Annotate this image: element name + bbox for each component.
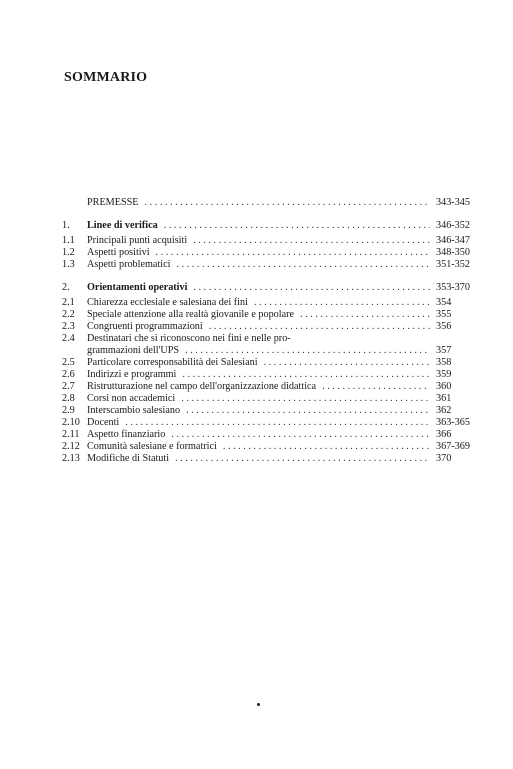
dot-leader <box>209 321 430 333</box>
toc-title: Destinatari che si riconoscono nei fini e nelle pro- <box>87 333 291 344</box>
toc-entry <box>62 259 474 271</box>
page-title: SOMMARIO <box>64 70 148 85</box>
toc-title: Speciale attenzione alla realtà giovanile e popolare <box>87 309 295 320</box>
toc-number: 2.11 <box>62 429 80 440</box>
toc-title: Chiarezza ecclesiale e salesiana dei fini <box>87 297 248 308</box>
toc-title: Corsi non accademici <box>87 393 176 404</box>
dot-leader <box>145 197 430 209</box>
dot-leader <box>322 381 430 393</box>
toc-number: 2. <box>62 282 70 293</box>
toc-title: Interscambio salesiano <box>87 405 181 416</box>
toc-page: 348-350 <box>436 247 470 258</box>
toc-number: 2.7 <box>62 381 75 392</box>
toc-entry <box>62 441 474 453</box>
toc-title: Comunità salesiane e formatrici <box>87 441 217 452</box>
dot-leader <box>176 259 430 271</box>
toc-entry <box>62 309 474 321</box>
toc-page: 346-347 <box>436 235 470 246</box>
toc-number: 2.12 <box>62 441 80 452</box>
toc-title: Aspetti problematici <box>87 259 171 270</box>
toc-number: 2.1 <box>62 297 75 308</box>
dot-leader <box>223 441 430 453</box>
toc-title: Ristrutturazione nel campo dell'organizzazione didattica <box>87 381 317 392</box>
section-spacer <box>62 271 474 282</box>
toc-title: Orientamenti operativi <box>87 282 188 293</box>
toc-entry <box>62 297 474 309</box>
toc-title: Indirizzi e programmi <box>87 369 177 380</box>
toc-number: 2.9 <box>62 405 75 416</box>
toc-page: 361 <box>436 393 452 404</box>
toc-page: 354 <box>436 297 452 308</box>
toc-entry <box>62 429 474 441</box>
toc-number: 1. <box>62 220 70 231</box>
toc-title: PREMESSE <box>87 197 139 208</box>
dot-leader <box>175 453 430 465</box>
dot-leader <box>193 282 430 294</box>
toc-title: Modifiche di Statuti <box>87 453 170 464</box>
toc-page: 351-352 <box>436 259 470 270</box>
toc-page: 355 <box>436 309 452 320</box>
dot-leader <box>156 247 430 259</box>
toc-title: Principali punti acquisiti <box>87 235 188 246</box>
dot-leader <box>185 345 430 357</box>
toc-page: 346-352 <box>436 220 470 231</box>
toc-title: Congruenti programmazioni <box>87 321 203 332</box>
toc-number: 2.2 <box>62 309 75 320</box>
toc-entry <box>62 321 474 333</box>
toc-title: Particolare corresponsabilità dei Salesiani <box>87 357 258 368</box>
toc-entry <box>62 235 474 247</box>
toc-entry <box>62 393 474 405</box>
toc-page: 367-369 <box>436 441 470 452</box>
dot-leader <box>193 235 430 247</box>
section-spacer <box>62 209 474 220</box>
dot-leader <box>181 393 430 405</box>
toc-entry-section-1 <box>62 220 474 232</box>
toc-entry <box>62 417 474 429</box>
toc-title: grammazioni dell'UPS <box>87 345 180 356</box>
toc-page: 343-345 <box>436 197 470 208</box>
toc-page: 353-370 <box>436 282 470 293</box>
toc-page: 363-365 <box>436 417 470 428</box>
page-speck <box>257 703 260 706</box>
toc-number: 2.10 <box>62 417 80 428</box>
dot-leader <box>125 417 430 429</box>
toc-page: 356 <box>436 321 452 332</box>
toc-entry <box>62 369 474 381</box>
toc-number: 2.5 <box>62 357 75 368</box>
dot-leader <box>300 309 430 321</box>
toc-entry <box>62 381 474 393</box>
toc-number: 1.3 <box>62 259 75 270</box>
toc-entry <box>62 247 474 259</box>
toc-page: 360 <box>436 381 452 392</box>
toc-entry <box>62 405 474 417</box>
toc-entry <box>62 453 474 465</box>
toc-entry <box>62 333 474 345</box>
table-of-contents <box>62 197 474 465</box>
dot-leader <box>186 405 430 417</box>
toc-number: 2.4 <box>62 333 75 344</box>
toc-page: 370 <box>436 453 452 464</box>
toc-page: 362 <box>436 405 452 416</box>
toc-title: Docenti <box>87 417 120 428</box>
toc-number: 2.8 <box>62 393 75 404</box>
toc-page: 358 <box>436 357 452 368</box>
toc-number: 2.3 <box>62 321 75 332</box>
toc-page: 359 <box>436 369 452 380</box>
dot-leader <box>164 220 430 232</box>
dot-leader <box>171 429 430 441</box>
toc-number: 2.13 <box>62 453 80 464</box>
toc-number: 2.6 <box>62 369 75 380</box>
dot-leader <box>264 357 430 369</box>
toc-entry <box>62 357 474 369</box>
toc-number: 1.1 <box>62 235 75 246</box>
toc-title: Aspetti positivi <box>87 247 150 258</box>
toc-entry-premesse <box>62 197 474 209</box>
toc-page: 357 <box>436 345 452 356</box>
toc-title: Linee di verifica <box>87 220 158 231</box>
dot-leader <box>182 369 430 381</box>
toc-title: Aspetto finanziario <box>87 429 166 440</box>
toc-entry <box>62 345 474 357</box>
toc-number: 1.2 <box>62 247 75 258</box>
toc-page: 366 <box>436 429 452 440</box>
dot-leader <box>254 297 430 309</box>
toc-entry-section-2 <box>62 282 474 294</box>
